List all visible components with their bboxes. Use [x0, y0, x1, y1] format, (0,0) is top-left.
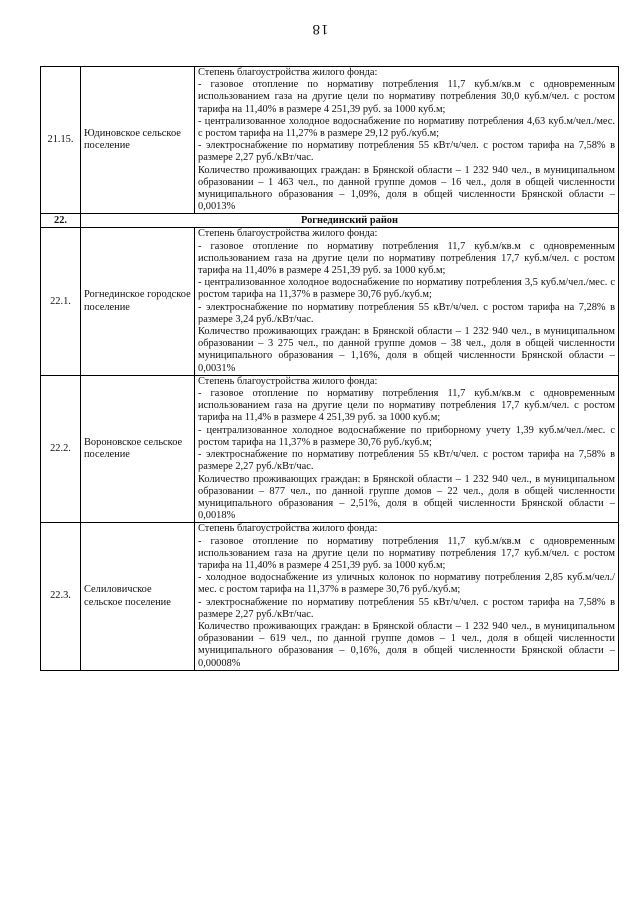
settlement-name: Вороновское сельское поселение — [81, 375, 195, 522]
description-line: - централизованное холодное водоснабжение по приборному учету 1,39 куб.м/чел./мес. с ростом тарифа на 11,37% в размере 30,76 руб./куб.м; — [198, 424, 615, 448]
row-description — [195, 375, 619, 522]
row-number: 22.1. — [41, 228, 81, 375]
description-line: Количество проживающих граждан: в Брянской области – 1 232 940 чел., в муниципальном образовании – 877 чел., по данной группе домов – 22 чел., доля в общей численности муниципального образования – 2,51%, доля в общей численности Брянской области – 0,0018% — [198, 473, 615, 522]
row-number: 21.15. — [41, 67, 81, 214]
description-line: Степень благоустройства жилого фонда: — [198, 375, 378, 387]
table-row — [41, 523, 619, 670]
row-description — [195, 523, 619, 670]
district-name: Рогнединский район — [81, 214, 619, 228]
description-line: - газовое отопление по нормативу потребления 11,7 куб.м/кв.м с одновременным использованием газа на другие цели по нормативу потребления 17,7 куб.м/чел. с ростом тарифа на 11,40% в размере 4 251,39 руб. за 1000 куб.м; — [198, 535, 615, 571]
row-number: 22.2. — [41, 375, 81, 522]
description-line: Степень благоустройства жилого фонда: — [198, 228, 378, 240]
district-row — [41, 214, 619, 228]
description-line: - газовое отопление по нормативу потребления 11,7 куб.м/кв.м с одновременным использованием газа на другие цели по нормативу потребления 17,7 куб.м/чел. с ростом тарифа на 11,40% в размере 4 251,39 руб. за 1000 куб.м; — [198, 240, 615, 277]
table-row — [41, 228, 619, 375]
description-line: - электроснабжение по нормативу потребления 55 кВт/ч/чел. с ростом тарифа на 7,58% в размере 2,27 руб./кВт/час. — [198, 596, 615, 620]
table-row — [41, 67, 619, 214]
description-line: - газовое отопление по нормативу потребления 11,7 куб.м/кв.м с одновременным использованием газа на другие цели по нормативу потребления 30,0 куб.м/чел. с ростом тарифа на 11,40% в размере 4 251,39 руб. за 1000 куб.м; — [198, 79, 615, 115]
settlement-name: Рогнединское городское поселение — [81, 228, 195, 375]
settlement-name: Селиловичское сельское поселение — [81, 523, 195, 670]
row-description — [195, 228, 619, 375]
housing-table — [40, 66, 619, 671]
description-line: - газовое отопление по нормативу потребления 11,7 куб.м/кв.м с одновременным использованием газа на другие цели по нормативу потребления 17,7 куб.м/чел. с ростом тарифа на 11,4% в размере 4 251,39 руб. за 1000 куб.м; — [198, 388, 615, 424]
row-number: 22.3. — [41, 523, 81, 670]
description-line: - централизованное холодное водоснабжение по нормативу потребления 4,63 куб.м/чел./мес. с ростом тарифа на 11,27% в размере 29,12 руб./куб.м; — [198, 115, 615, 140]
description-line: Степень благоустройства жилого фонда: — [198, 67, 378, 78]
description-line: - холодное водоснабжение из уличных колонок по нормативу потребления 2,85 куб.м/чел./мес. с ростом тарифа на 11,37% в размере 30,76 руб./куб.м; — [198, 572, 615, 596]
description-line: Степень благоустройства жилого фонда: — [198, 523, 378, 535]
description-line: Количество проживающих граждан: в Брянской области – 1 232 940 чел., в муниципальном образовании – 619 чел., по данной группе домов – 1 чел., доля в общей численности муниципального образования – 0,16%, доля в общей численности Брянской области – 0,00008% — [198, 620, 615, 669]
row-number: 22. — [41, 214, 81, 228]
description-line: - централизованное холодное водоснабжение по нормативу потребления 3,5 куб.м/чел./мес. с ростом тарифа на 11,37% в размере 30,76 руб./куб.м; — [198, 277, 615, 301]
description-line: Количество проживающих граждан: в Брянской области – 1 232 940 чел., в муниципальном образовании – 3 275 чел., по данной группе домов – 38 чел., доля в общей численности муниципального образования – 1,16%, доля в общей численности Брянской области – 0,0031% — [198, 326, 615, 374]
description-line: Количество проживающих граждан: в Брянской области – 1 232 940 чел., в муниципальном образовании – 1 463 чел., по данной группе домов – 16 чел., доля в общей численности муниципального образования – 1,09%, доля в общей численности Брянской области – 0,0013% — [198, 164, 615, 213]
description-line: - электроснабжение по нормативу потребления 55 кВт/ч/чел. с ростом тарифа на 7,28% в размере 3,24 руб./кВт/час. — [198, 301, 615, 325]
table-row — [41, 375, 619, 522]
description-line: - электроснабжение по нормативу потребления 55 кВт/ч/чел. с ростом тарифа на 7,58% в размере 2,27 руб./кВт/час. — [198, 449, 615, 473]
row-description — [195, 67, 619, 214]
settlement-name: Юдиновское сельское поселение — [81, 67, 195, 214]
description-line: - электроснабжение по нормативу потребления 55 кВт/ч/чел. с ростом тарифа на 7,58% в размере 2,27 руб./кВт/час. — [198, 140, 615, 164]
page-number: 18 — [311, 21, 329, 37]
